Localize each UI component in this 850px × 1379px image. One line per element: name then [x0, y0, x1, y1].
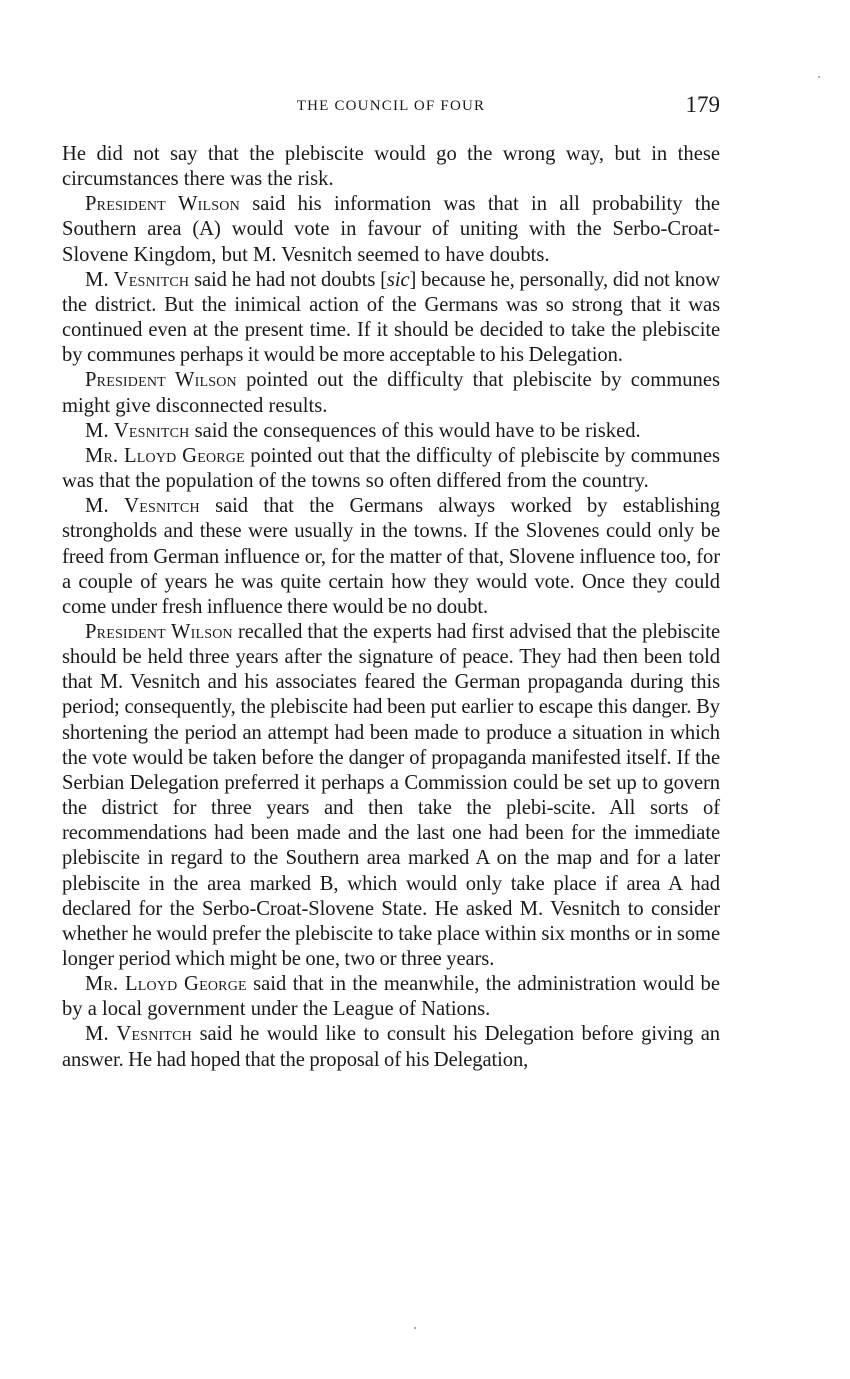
paragraph: [62, 192, 720, 267]
page: [62, 90, 720, 1073]
paragraph: [62, 620, 720, 972]
paragraph-text: said he would like to consult his Delegation before giving an answer. He had hoped that the proposal of his Delegation,: [62, 1023, 720, 1071]
paragraph-text: said that in the meanwhile, the administration would be by a local government under the League of Nations.: [62, 973, 720, 1021]
speaker-name: M. Vesnitch: [85, 268, 190, 291]
paragraph: [62, 419, 720, 444]
paragraph-text: said that the Germans always worked by establishing strongholds and these were usually in the towns. If the Slovenes could only be freed from German influence or, for the matter of that, Slovene influence too, for a couple of years he was quite certain how they would vote. Once they could come under fresh influence there would be no doubt.: [62, 495, 720, 618]
paragraph: [62, 444, 720, 494]
speaker-name: President Wilson: [85, 193, 240, 216]
speaker-name: M. Vesnitch: [85, 1023, 192, 1046]
paragraph-text: said the consequences of this would have to be risked.: [189, 419, 641, 442]
speaker-name: President Wilson: [85, 369, 237, 392]
speaker-name: Mr. Lloyd George: [85, 444, 245, 467]
body-text: [62, 142, 720, 1073]
sic-marker: sic: [386, 268, 410, 291]
page-number: 179: [685, 92, 720, 117]
paper-speck: [414, 1327, 416, 1329]
paragraph: [62, 494, 720, 620]
paragraph: [62, 368, 720, 418]
speaker-name: President Wilson: [85, 620, 233, 643]
paragraph-text: ] because he, personally, did not know the district. But the inimical action of the Germans was so strong that it was continued even at the present time. If it should be decided to take the plebiscite by communes perhaps it would be more acceptable to his Delegation.: [62, 268, 721, 367]
paragraph: [62, 972, 720, 1022]
paragraph-text: said his information was that in all probability the Southern area (A) would vote in favour of uniting with the Serbo-Croat-Slovene Kingdom, but M. Vesnitch seemed to have doubts.: [62, 193, 721, 266]
paragraph-text: recalled that the experts had first advised that the plebiscite should be held three years after the signature of peace. They had then been told that M. Vesnitch and his associates feared the German propaganda during this period; consequently, the plebiscite had been put earlier to escape this danger. By shortening the period an attempt had been made to produce a situation in which the vote would be taken before the danger of propaganda manifested itself. If the Serbian Delegation preferred it perhaps a Commission could be set up to govern the district for three years and then take the plebi-scite. All sorts of recommendations had been made and the last one had been for the immediate plebiscite in regard to the Southern area marked A on the map and for a later plebiscite in the area marked B, which would only take place if area A had declared for the Serbo-Croat-Slovene State. He asked M. Vesnitch to consider whether he would prefer the plebiscite to take place within six months or in some longer period which might be one, two or three years.: [62, 620, 721, 970]
paragraph-text: He did not say that the plebiscite would go the wrong way, but in these circumstances there was the risk.: [62, 143, 720, 191]
paragraph: [62, 142, 720, 192]
paragraph: [62, 268, 720, 369]
paragraph-text: said he had not doubts [: [189, 268, 387, 291]
paragraph: [62, 1022, 720, 1072]
paper-speck: [818, 76, 820, 78]
paragraph-text: pointed out the difficulty that plebiscite by communes might give disconnected results.: [62, 369, 720, 417]
paragraph-text: pointed out that the difficulty of plebiscite by communes was that the population of the towns so often differed from the country.: [62, 444, 720, 493]
speaker-name: Mr. Lloyd George: [85, 973, 247, 996]
speaker-name: M. Vesnitch: [85, 495, 200, 518]
running-title: THE COUNCIL OF FOUR: [296, 98, 486, 114]
speaker-name: M. Vesnitch: [85, 419, 190, 442]
running-header: [62, 90, 720, 126]
